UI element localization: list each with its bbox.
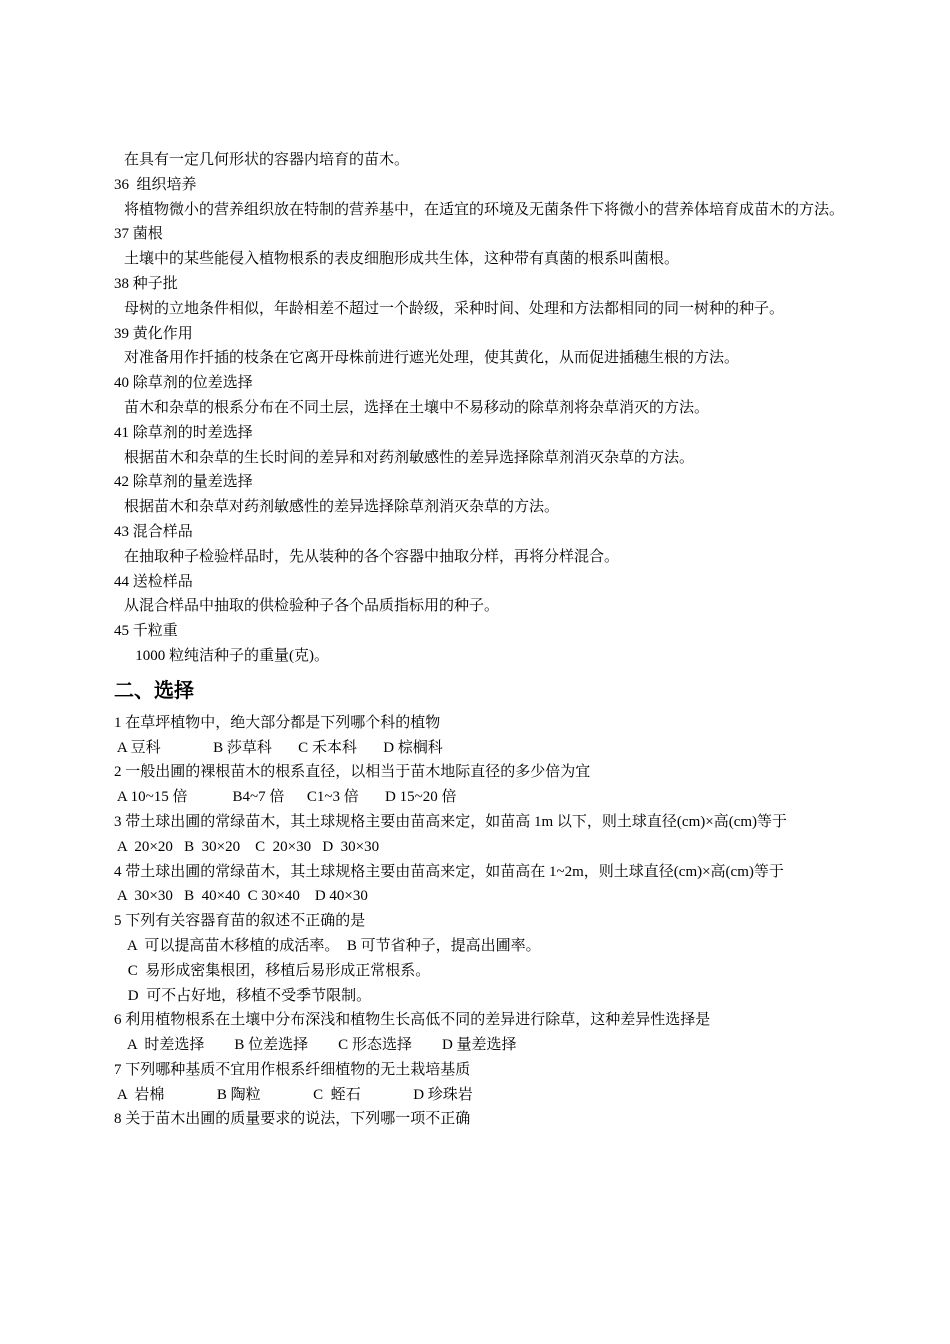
definition-text: 1000 粒纯洁种子的重量(克)。 — [124, 647, 329, 664]
question-8 — [114, 1107, 859, 1132]
definition-42 — [114, 470, 859, 520]
question-stem: 5 下列有关容器育苗的叙述不正确的是 — [114, 913, 366, 930]
question-stem: 6 利用植物根系在土壤中分布深浅和植物生长高低不同的差异进行除草，这种差异性选择是 — [114, 1012, 711, 1029]
question-stem: 3 带土球出圃的常绿苗木，其土球规格主要由苗高来定，如苗高 1m 以下，则土球直径(cm)×高(cm)等于 — [114, 813, 788, 830]
definition-43 — [114, 520, 859, 570]
definition-term: 44 送检样品 — [114, 573, 193, 590]
question-stem: 2 一般出圃的裸根苗木的根系直径，以相当于苗木地际直径的多少倍为宜 — [114, 764, 591, 781]
definition-text: 根据苗木和杂草的生长时间的差异和对药剂敏感性的差异选择除草剂消灭杂草的方法。 — [124, 449, 695, 466]
question-option-line: A 可以提高苗木移植的成活率。 B 可节省种子，提高出圃率。 — [124, 937, 541, 954]
section-heading: 二、选择 — [114, 677, 194, 702]
definition-40 — [114, 371, 859, 421]
question-stem: 4 带土球出圃的常绿苗木，其土球规格主要由苗高来定，如苗高在 1~2m，则土球直径(cm)×高(cm)等于 — [114, 863, 784, 880]
definition-45 — [114, 619, 859, 669]
definition-44 — [114, 570, 859, 620]
question-1 — [114, 711, 859, 761]
definition-text: 根据苗木和杂草对药剂敏感性的差异选择除草剂消灭杂草的方法。 — [124, 499, 560, 516]
definition-term: 38 种子批 — [114, 275, 178, 292]
definition-term: 42 除草剂的量差选择 — [114, 474, 253, 491]
question-options: A 时差选择 B 位差选择 C 形态选择 D 量差选择 — [124, 1037, 517, 1054]
question-options: A 岩棉 B 陶粒 C 蛭石 D 珍珠岩 — [114, 1086, 473, 1103]
question-options: A 20×20 B 30×20 C 20×30 D 30×30 — [114, 838, 380, 855]
definition-text: 在抽取种子检验样品时，先从装种的各个容器中抽取分样，再将分样混合。 — [124, 548, 620, 565]
definition-term: 41 除草剂的时差选择 — [114, 424, 253, 441]
definition-text: 从混合样品中抽取的供检验种子各个品质指标用的种子。 — [124, 598, 500, 615]
question-3 — [114, 810, 859, 860]
definition-continuation: 在具有一定几何形状的容器内培育的苗木。 — [124, 152, 410, 168]
question-7 — [114, 1058, 859, 1108]
definition-term: 45 千粒重 — [114, 623, 178, 640]
question-stem: 8 关于苗木出圃的质量要求的说法，下列哪一项不正确 — [114, 1111, 471, 1128]
question-options: A 30×30 B 40×40 C 30×40 D 40×30 — [114, 888, 368, 905]
question-stem: 1 在草坪植物中，绝大部分都是下列哪个科的植物 — [114, 714, 441, 731]
definition-term: 40 除草剂的位差选择 — [114, 375, 253, 392]
definition-39 — [114, 322, 859, 372]
question-6 — [114, 1008, 859, 1058]
definition-text: 将植物微小的营养组织放在特制的营养基中，在适宜的环境及无菌条件下将微小的营养体培育成苗木的方法。 — [124, 201, 845, 218]
definition-text: 对准备用作扦插的枝条在它离开母株前进行遮光处理，使其黄化，从而促进插穗生根的方法。 — [124, 350, 740, 367]
definition-37 — [114, 222, 859, 272]
definition-term: 36 组织培养 — [114, 176, 197, 193]
question-5 — [114, 909, 859, 1008]
definition-term: 43 混合样品 — [114, 523, 193, 540]
definition-text: 土壤中的某些能侵入植物根系的表皮细胞形成共生体，这种带有真菌的根系叫菌根。 — [124, 251, 680, 268]
definition-38 — [114, 272, 859, 322]
question-options: A 10~15 倍 B4~7 倍 C1~3 倍 D 15~20 倍 — [114, 789, 457, 806]
definition-text: 苗木和杂草的根系分布在不同土层，选择在土壤中不易移动的除草剂将杂草消灭的方法。 — [124, 399, 710, 416]
page-content — [114, 148, 859, 1132]
question-option-line: D 可不占好地，移植不受季节限制。 — [124, 987, 372, 1004]
definition-term: 37 菌根 — [114, 226, 163, 243]
question-stem: 7 下列哪种基质不宜用作根系纤细植物的无土栽培基质 — [114, 1061, 471, 1078]
question-2 — [114, 760, 859, 810]
definition-term: 39 黄化作用 — [114, 325, 193, 342]
question-options: A 豆科 B 莎草科 C 禾本科 D 棕榈科 — [114, 739, 443, 756]
definition-text: 母树的立地条件相似，年龄相差不超过一个龄级，采种时间、处理和方法都相同的同一树种的种子。 — [124, 300, 785, 317]
question-option-line: C 易形成密集根团，移植后易形成正常根系。 — [124, 962, 431, 979]
definition-36 — [114, 173, 859, 223]
definition-41 — [114, 421, 859, 471]
question-4 — [114, 860, 859, 910]
